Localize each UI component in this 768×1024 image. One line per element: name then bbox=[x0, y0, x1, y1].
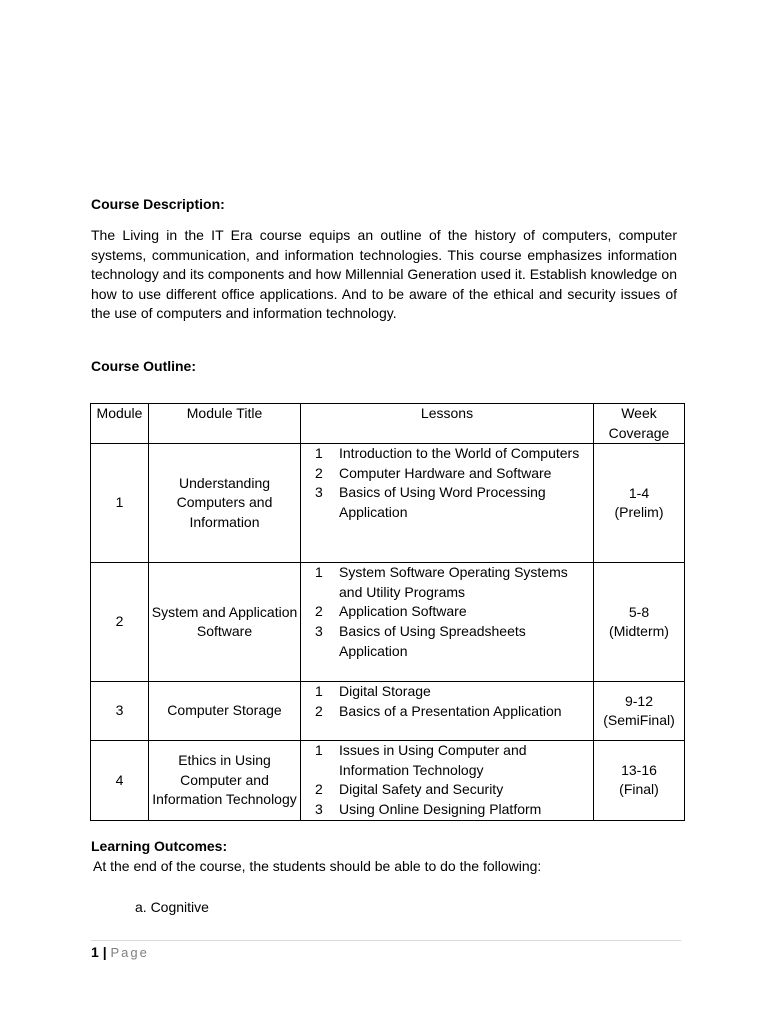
table-row bbox=[91, 741, 685, 820]
lesson-item bbox=[301, 800, 593, 820]
lesson-item bbox=[301, 563, 593, 602]
module-number: 2 bbox=[91, 563, 149, 682]
lesson-item bbox=[301, 602, 593, 622]
page-number: 1 bbox=[91, 944, 99, 960]
table-row bbox=[91, 682, 685, 741]
lesson-item bbox=[301, 444, 593, 464]
week-coverage bbox=[594, 444, 685, 563]
module-number: 1 bbox=[91, 444, 149, 563]
lesson-item bbox=[301, 682, 593, 702]
lessons-cell bbox=[301, 444, 594, 563]
header-module: Module bbox=[91, 404, 149, 444]
footer-separator: | bbox=[102, 944, 107, 960]
table-header-row bbox=[91, 404, 685, 444]
page-label: Page bbox=[110, 945, 149, 960]
course-description-text: The Living in the IT Era course equips an outline of the history of computers, computer systems, communication, and information technologies. This course emphasizes information technology and its components and how Millennial Generation used it. Establish knowledge on how to use different office applications. And to be aware of the ethical and security issues of the use of computers and information technology. bbox=[91, 227, 677, 322]
table-row bbox=[91, 444, 685, 563]
week-range: 5-8 bbox=[628, 603, 650, 620]
lesson-number: 2 bbox=[315, 603, 323, 620]
footer-divider bbox=[91, 940, 681, 941]
lessons-cell bbox=[301, 741, 594, 820]
module-title: System and Application Software bbox=[149, 563, 301, 682]
lesson-number: 3 bbox=[315, 622, 323, 639]
lesson-number: 3 bbox=[315, 484, 323, 501]
week-range: 13-16 bbox=[621, 761, 657, 778]
lesson-title: Introduction to the World of Computers bbox=[339, 445, 580, 462]
lesson-title: Digital Safety and Security bbox=[339, 781, 504, 798]
lesson-number: 3 bbox=[315, 800, 323, 817]
lesson-number: 2 bbox=[315, 464, 323, 481]
outcome-item-cognitive: a. Cognitive bbox=[135, 899, 209, 915]
week-range: 9-12 bbox=[624, 692, 654, 709]
lesson-number: 2 bbox=[315, 781, 323, 798]
term-label: (Midterm) bbox=[609, 623, 669, 640]
lesson-item bbox=[301, 483, 593, 522]
module-title: Computer Storage bbox=[149, 682, 301, 741]
lessons-cell bbox=[301, 682, 594, 741]
lesson-title: Application Software bbox=[339, 603, 467, 620]
module-title: Understanding Computers and Information bbox=[149, 444, 301, 563]
lesson-title: Using Online Designing Platform bbox=[339, 800, 542, 817]
lessons-cell bbox=[301, 563, 594, 682]
page-footer bbox=[91, 944, 149, 960]
module-number: 4 bbox=[91, 741, 149, 820]
course-outline-heading: Course Outline: bbox=[91, 358, 197, 374]
course-description-heading: Course Description: bbox=[91, 196, 225, 212]
course-outline-table bbox=[90, 403, 685, 821]
lesson-number: 1 bbox=[315, 683, 323, 700]
lesson-title: Computer Hardware and Software bbox=[339, 464, 552, 481]
week-coverage bbox=[594, 563, 685, 682]
lesson-number: 1 bbox=[315, 445, 323, 462]
week-coverage bbox=[594, 741, 685, 820]
lesson-item bbox=[301, 741, 593, 780]
header-module-title: Module Title bbox=[149, 404, 301, 444]
lesson-title: Basics of a Presentation Application bbox=[339, 702, 562, 719]
term-label: (SemiFinal) bbox=[603, 712, 675, 729]
lesson-number: 2 bbox=[315, 702, 323, 719]
lesson-title: System Software Operating Systems and Utility Programs bbox=[339, 564, 568, 600]
lesson-item bbox=[301, 464, 593, 484]
module-title: Ethics in Using Computer and Information Technology bbox=[149, 741, 301, 820]
lesson-item bbox=[301, 780, 593, 800]
outcomes-intro: At the end of the course, the students should be able to do the following: bbox=[93, 858, 542, 874]
header-week-coverage: Week Coverage bbox=[594, 404, 685, 444]
lesson-title: Basics of Using Spreadsheets Application bbox=[339, 622, 526, 659]
learning-outcomes-heading: Learning Outcomes: bbox=[91, 838, 228, 854]
lesson-title: Digital Storage bbox=[339, 683, 431, 700]
term-label: (Prelim) bbox=[614, 504, 664, 521]
header-lessons: Lessons bbox=[301, 404, 594, 444]
lesson-title: Basics of Using Word Processing Application bbox=[339, 484, 546, 520]
module-number: 3 bbox=[91, 682, 149, 741]
week-range: 1-4 bbox=[628, 484, 650, 501]
table-row bbox=[91, 563, 685, 682]
week-coverage bbox=[594, 682, 685, 741]
lesson-item bbox=[301, 622, 593, 661]
term-label: (Final) bbox=[619, 781, 659, 798]
lesson-title: Issues in Using Computer and Information Technology bbox=[339, 742, 527, 778]
lesson-number: 1 bbox=[315, 564, 323, 581]
lesson-number: 1 bbox=[315, 742, 323, 759]
lesson-item bbox=[301, 702, 593, 722]
